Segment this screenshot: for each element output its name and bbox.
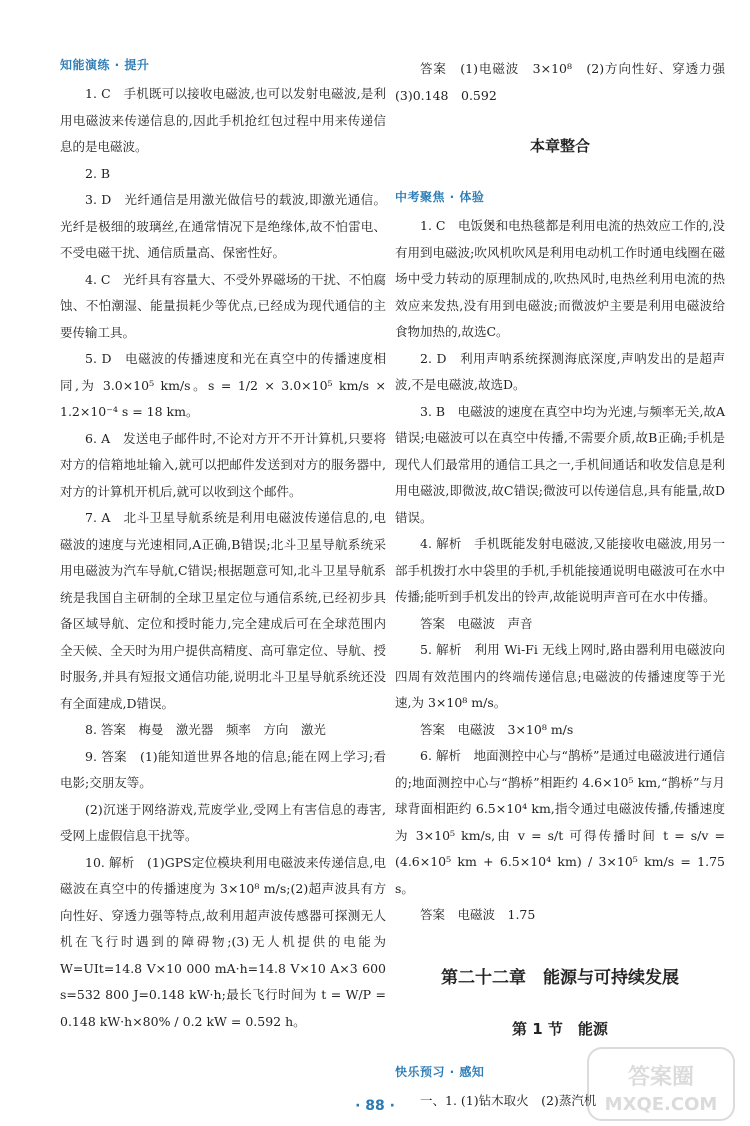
- preview-line: 一、1. (1)钻木取火 (2)蒸汽机: [420, 1092, 597, 1108]
- answer-paragraph: 5. 解析 利用 Wi-Fi 无线上网时,路由器利用电磁波向四周有效范围内的终端传递信息;电磁波的传播速度等于光速,为 3×10⁸ m/s。: [395, 642, 725, 710]
- answer-paragraph: 2. B: [85, 165, 111, 181]
- page-number: · 88 ·: [355, 1098, 395, 1114]
- answer-paragraph: 9. 答案 (1)能知道世界各地的信息;能在网上学习;看电影;交朋友等。: [60, 748, 386, 790]
- answer-paragraph: 3. D 光纤通信是用激光做信号的载波,即激光通信。光纤是极细的玻璃丝,在通常情况下是绝缘体,故不怕雷电、不受电磁干扰、通信质量高、保密性好。: [60, 192, 386, 260]
- answer-paragraph: 8. 答案 梅曼 激光器 频率 方向 激光: [85, 722, 326, 737]
- answer-line: 答案 电磁波 1.75: [420, 907, 536, 922]
- answer-line: 答案 电磁波 声音: [420, 615, 533, 631]
- svg-text:答案圈: 答案圈: [627, 1065, 695, 1090]
- answer-line: 答案 电磁波 3×10⁸ m/s: [420, 721, 574, 737]
- answer-paragraph: 3. B 电磁波的速度在真空中均为光速,与频率无关,故A错误;电磁波可以在真空中传播,不需要介质,故B正确;手机是现代人们最常用的通信工具之一,手机间通话和收发信息是利用电磁波,即微波,故C错误;微波可以传递信息,具有能量,故D错误。: [395, 403, 725, 525]
- chapter-summary-title: 本章整合: [529, 137, 590, 155]
- section-label: 中考聚焦 · 体验: [395, 190, 485, 204]
- answer-paragraph: 1. C 电饭煲和电热毯都是利用电流的热效应工作的,没有用到电磁波;吹风机吹风是利用电动机工作时通电线圈在磁场中受力转动的原理制成的,吹热风时,电热丝利用电流的热效应来发热,没有用到电磁波;而微波炉主要是利用电磁波给食物加热的,故选C。: [395, 218, 725, 339]
- answer-paragraph: 4. 解析 手机既能发射电磁波,又能接收电磁波,用另一部手机拨打水中袋里的手机,手机能接通说明电磁波可在水中传播;能听到手机发出的铃声,故能说明声音可在水中传播。: [395, 536, 725, 604]
- chapter-title: 第二十二章 能源与可持续发展: [441, 967, 679, 988]
- answer-paragraph: 2. D 利用声呐系统探测海底深度,声呐发出的是超声波,不是电磁波,故选D。: [395, 350, 725, 392]
- answer-paragraph: 4. C 光纤具有容量大、不受外界磁场的干扰、不怕腐蚀、不怕潮湿、能量损耗少等优点,已经成为现代通信的主要传输工具。: [60, 271, 386, 340]
- right-column: [395, 56, 738, 1114]
- answer-paragraph: (2)沉迷于网络游戏,荒废学业,受网上有害信息的毒害,受网上虚假信息干扰等。: [60, 801, 386, 843]
- answer-paragraph: 10. 解析 (1)GPS定位模块利用电磁波来传递信息,电磁波在真空中的传播速度为 3×10⁸ m/s;(2)超声波具有方向性好、穿透力强等特点,故利用超声波传感器可探测无人机在飞行时遇到的障碍物;(3)无人机提供的电能为 W=UIt=14.8 V×10 000 mA·h=14.8 V×10 A×3 600 s=532 800 J=0.148 kW·h;最长飞行时间为 t = W/P = 0.148 kW·h×80% / 0.2 kW = 0.592 h。: [60, 854, 386, 1029]
- watermark-logo: [586, 1046, 736, 1122]
- preview-label: 快乐预习 · 感知: [395, 1064, 485, 1079]
- answer-continuation: 答案 (1)电磁波 3×10⁸ (2)方向性好、穿透力强 (3)0.148 0.592: [395, 61, 738, 103]
- answer-paragraph: 6. A 发送电子邮件时,不论对方开不开计算机,只要将对方的信箱地址输入,就可以把邮件发送到对方的服务器中,对方的计算机开机后,就可以收到这个邮件。: [60, 430, 386, 499]
- answer-paragraph: 6. 解析 地面测控中心与“鹊桥”是通过电磁波进行通信的;地面测控中心与“鹊桥”相距约 4.6×10⁵ km,“鹊桥”与月球背面相距约 6.5×10⁴ km,指令通过电磁波传播,传播速度为 3×10⁵ km/s,由 v = s/t 可得传播时间 t = s/v = (4.6×10⁵ km + 6.5×10⁴ km) / 3×10⁵ km/s = 1.75 s。: [395, 748, 725, 896]
- answer-paragraph: 1. C 手机既可以接收电磁波,也可以发射电磁波,是利用电磁波来传递信息的,因此手机抢红包过程中用来传递信息的是电磁波。: [60, 86, 386, 154]
- section-label: 知能演练 · 提升: [60, 58, 150, 72]
- answer-paragraph: 7. A 北斗卫星导航系统是利用电磁波传递信息的,电磁波的速度与光速相同,A正确,B错误;北斗卫星导航系统采用电磁波为汽车导航,C错误;根据题意可知,北斗卫星导航系统是我国自主研制的全球卫星定位与通信系统,已经初步具备区域导航、定位和授时能力,完全建成后可在全球范围内全天候、全天时为用户提供高精度、高可靠定位、导航、授时服务,并具有短报文通信功能,说明北斗卫星导航系统还没有全面建成,D错误。: [60, 510, 386, 711]
- svg-text:MXQE.COM: MXQE.COM: [604, 1094, 718, 1115]
- section-title: 第 1 节 能源: [512, 1019, 608, 1038]
- left-column: [60, 56, 386, 1035]
- answer-paragraph: 5. D 电磁波的传播速度和光在真空中的传播速度相同,为 3.0×10⁵ km/s。s = 1/2 × 3.0×10⁵ km/s × 1.2×10⁻⁴ s = 18 km。: [60, 351, 386, 419]
